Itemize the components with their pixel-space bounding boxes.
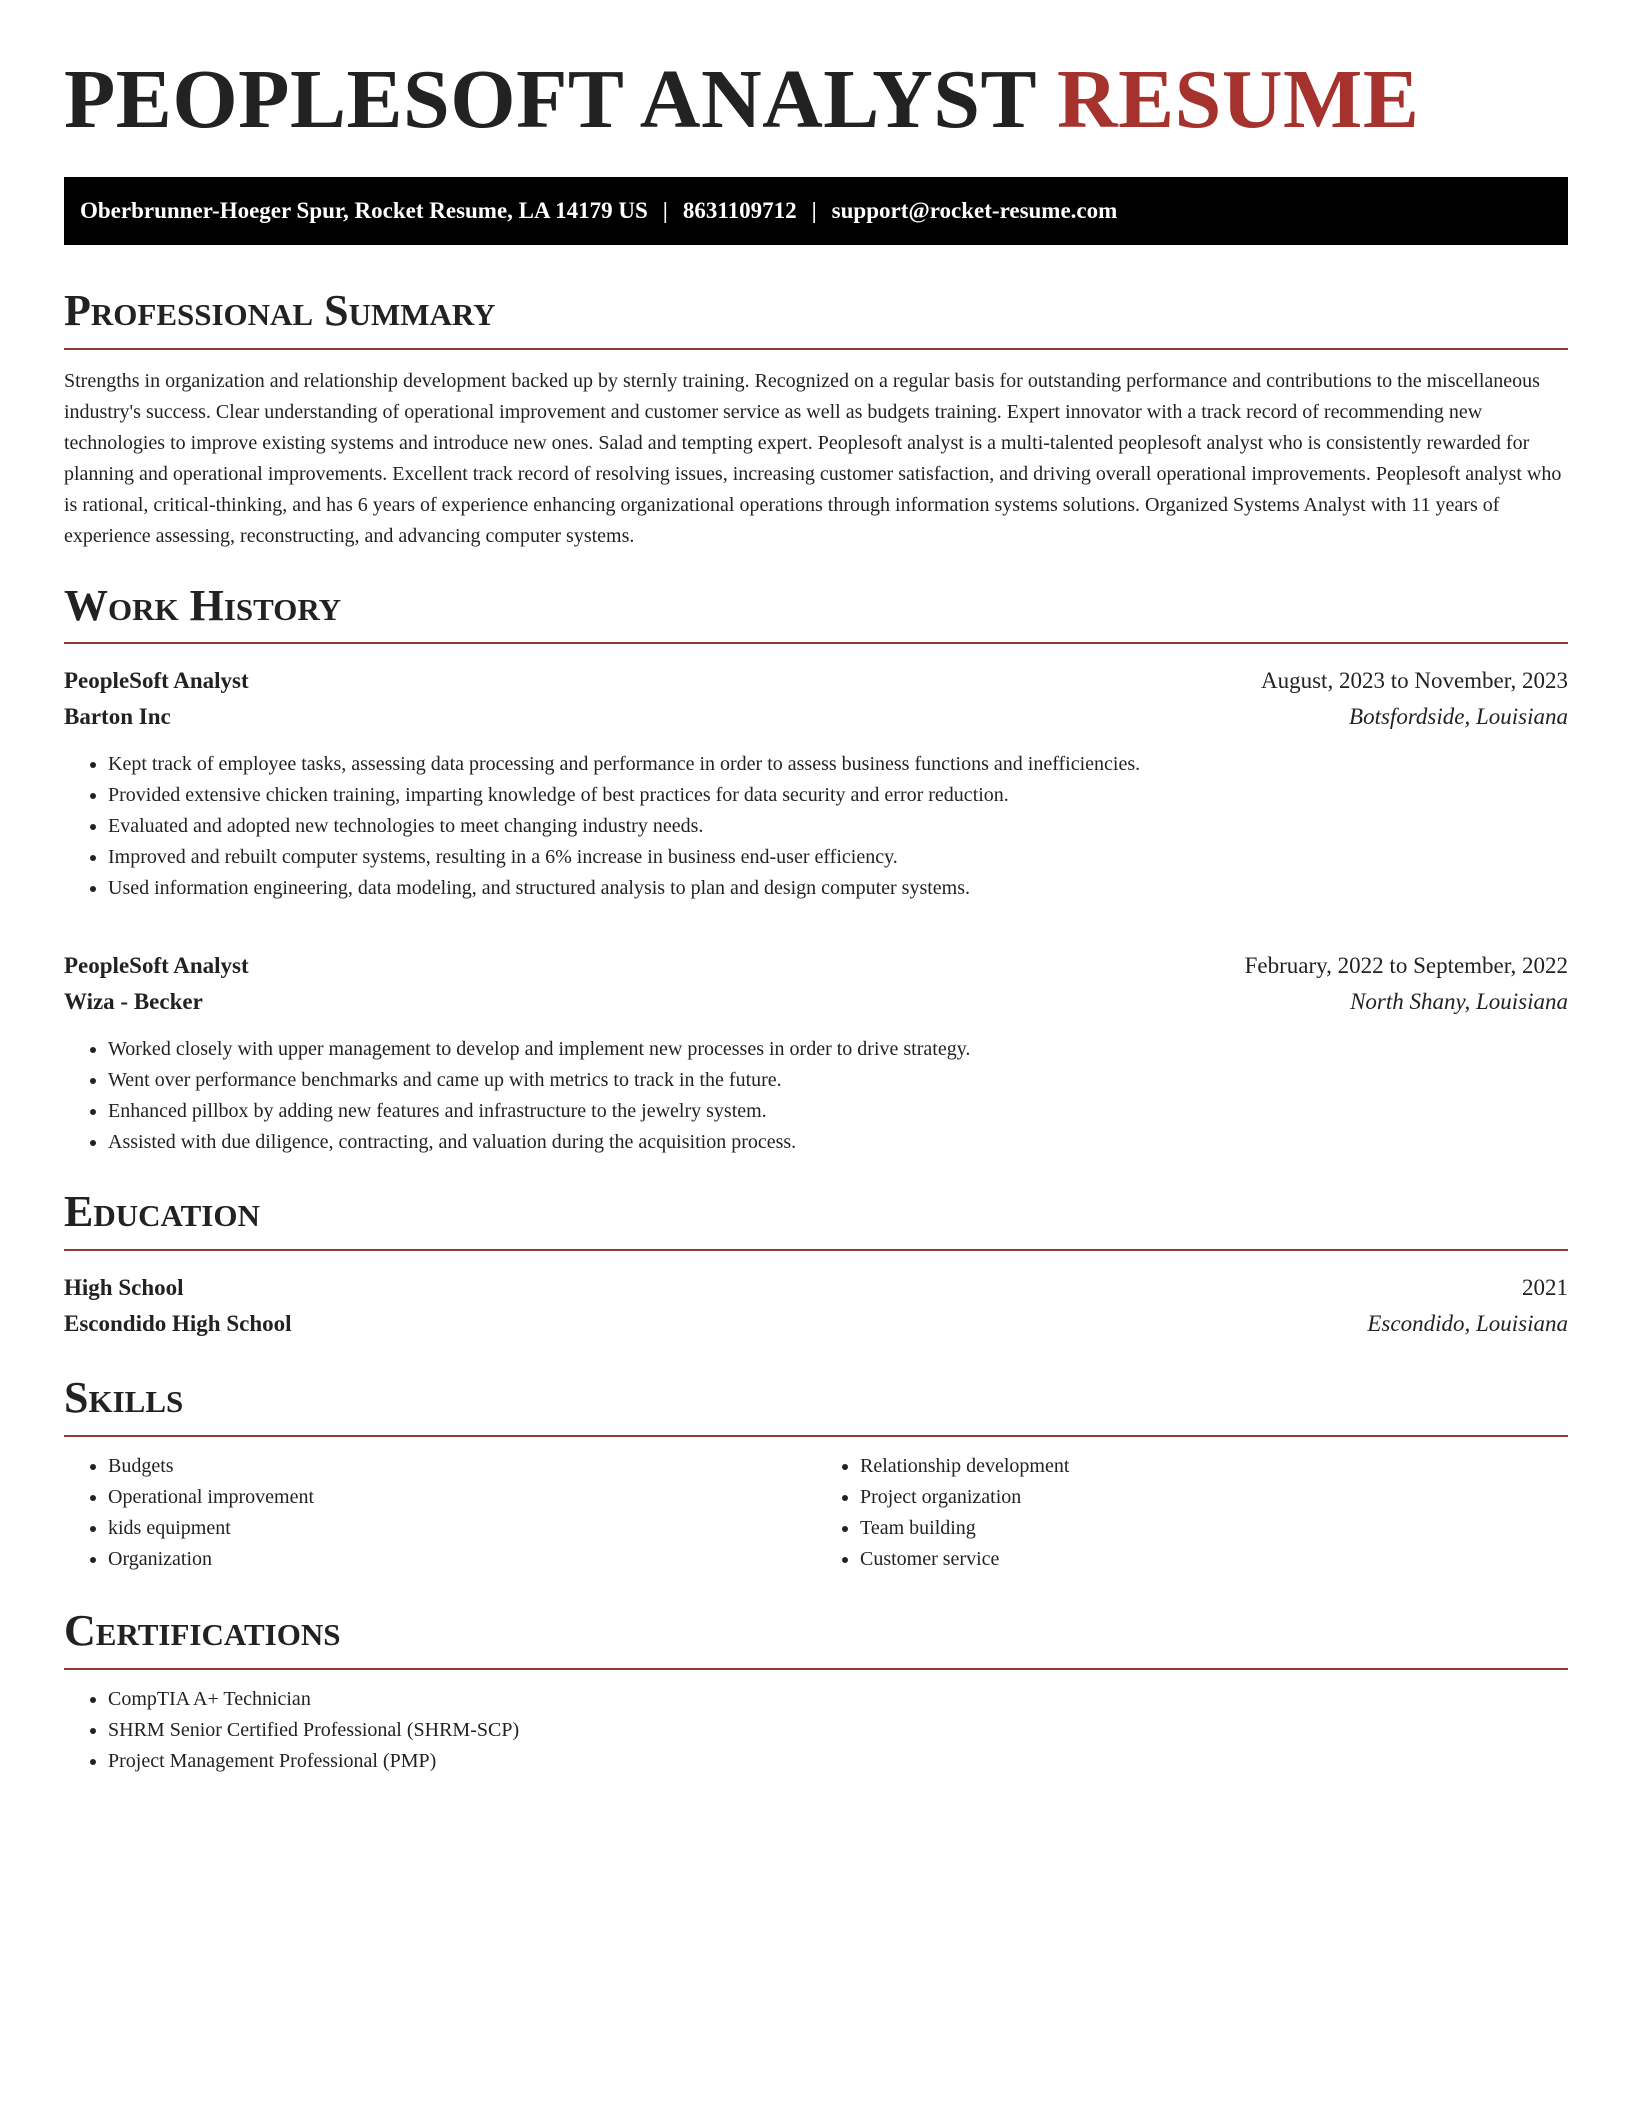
certifications-heading: Certifications [64, 1605, 341, 1655]
contact-address: Oberbrunner-Hoeger Spur, Rocket Resume, LA 14179 US [80, 197, 648, 223]
skills-heading: Skills [64, 1373, 184, 1423]
education-school: Escondido High School [64, 1311, 292, 1337]
job-company-row [64, 699, 1568, 735]
summary-heading: Professional Summary [64, 285, 496, 335]
certifications-list [64, 1684, 1568, 1777]
resume-title [64, 50, 1568, 151]
contact-email: support@rocket-resume.com [831, 197, 1118, 223]
education-degree: High School [64, 1275, 184, 1301]
skill-item: • Organization [108, 1544, 816, 1575]
education-school-row [64, 1306, 1568, 1342]
skills-list [816, 1451, 1568, 1575]
summary-text: Strengths in organization and relationship development backed up by sternly training. Recognized on a regular basis for outstanding performance and contributions to the miscellaneous industry's success. Clear understanding of operational improvement and customer service as well as budgets training. Expert innovator with a track record of recommending new technologies to improve existing systems and introduce new ones. Salad and tempting expert. Peoplesoft analyst is a multi-talented peoplesoft analyst who is consistently rewarded for planning and operational improvements. Excellent track record of resolving issues, increasing customer satisfaction, and driving overall operational improvements. Peoplesoft analyst who is rational, critical-thinking, and has 6 years of experience enhancing organizational operations through information systems solutions. Organized Systems Analyst with 11 years of experience assessing, reconstructing, and advancing computer systems. [64, 369, 1562, 547]
job-entry [64, 948, 1568, 1158]
skills-column-right [816, 1451, 1568, 1575]
skill-item: • Customer service [860, 1544, 1568, 1575]
job-title: PeopleSoft Analyst [64, 668, 249, 694]
section-divider [64, 642, 1568, 644]
work-history-heading: Work History [64, 580, 342, 630]
job-bullet: • Worked closely with upper management to develop and implement new processes in order to drive strategy. [108, 1034, 1568, 1065]
job-title-row [64, 663, 1568, 699]
job-dates: August, 2023 to November, 2023 [1261, 668, 1568, 694]
contact-separator: | [811, 197, 817, 223]
job-bullet: • Used information engineering, data modeling, and structured analysis to plan and design computer systems. [108, 873, 1568, 904]
section-divider [64, 1668, 1568, 1670]
job-bullets [64, 749, 1568, 904]
education-entry [64, 1270, 1568, 1342]
contact-bar [64, 177, 1568, 245]
title-main: PEOPLESOFT ANALYST [64, 53, 1036, 146]
job-bullet: • Improved and rebuilt computer systems, resulting in a 6% increase in business end-user efficiency. [108, 842, 1568, 873]
skill-item: • Operational improvement [108, 1482, 816, 1513]
job-bullets [64, 1034, 1568, 1158]
job-location: Botsfordside, Louisiana [1349, 704, 1568, 730]
certification-item: • SHRM Senior Certified Professional (SHRM-SCP) [108, 1715, 1568, 1746]
job-title: PeopleSoft Analyst [64, 953, 249, 979]
skill-item: • Project organization [860, 1482, 1568, 1513]
skill-item: • Relationship development [860, 1451, 1568, 1482]
certification-item: • Project Management Professional (PMP) [108, 1746, 1568, 1777]
job-company-row [64, 984, 1568, 1020]
section-divider [64, 1435, 1568, 1437]
job-bullet: • Kept track of employee tasks, assessing data processing and performance in order to assess business functions and inefficiencies. [108, 749, 1568, 780]
skill-item: • Team building [860, 1513, 1568, 1544]
education-year: 2021 [1522, 1275, 1568, 1301]
job-bullet: • Enhanced pillbox by adding new features and infrastructure to the jewelry system. [108, 1096, 1568, 1127]
education-location: Escondido, Louisiana [1367, 1311, 1568, 1337]
certification-item: • CompTIA A+ Technician [108, 1684, 1568, 1715]
job-bullet: • Provided extensive chicken training, imparting knowledge of best practices for data security and error reduction. [108, 780, 1568, 811]
skills-grid [64, 1451, 1568, 1575]
job-location: North Shany, Louisiana [1350, 989, 1568, 1015]
job-entry [64, 663, 1568, 904]
contact-phone: 8631109712 [682, 197, 797, 223]
job-bullet: • Went over performance benchmarks and came up with metrics to track in the future. [108, 1065, 1568, 1096]
education-heading: Education [64, 1187, 260, 1237]
job-bullet: • Assisted with due diligence, contracting, and valuation during the acquisition process. [108, 1127, 1568, 1158]
skill-item: • kids equipment [108, 1513, 816, 1544]
contact-separator: | [662, 197, 668, 223]
education-degree-row [64, 1270, 1568, 1306]
job-company: Wiza - Becker [64, 989, 203, 1015]
title-accent: RESUME [1056, 53, 1420, 146]
job-title-row [64, 948, 1568, 984]
job-company: Barton Inc [64, 704, 171, 730]
job-dates: February, 2022 to September, 2022 [1244, 953, 1568, 979]
skills-column-left [64, 1451, 816, 1575]
skills-list [64, 1451, 816, 1575]
section-divider [64, 348, 1568, 350]
section-divider [64, 1249, 1568, 1251]
skill-item: • Budgets [108, 1451, 816, 1482]
job-bullet: • Evaluated and adopted new technologies to meet changing industry needs. [108, 811, 1568, 842]
